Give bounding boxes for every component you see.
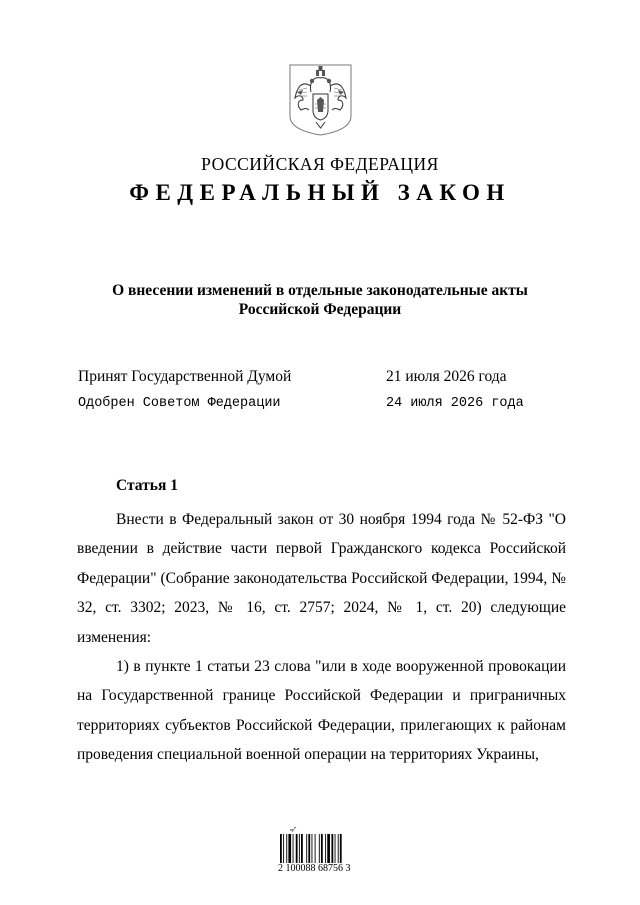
duma-adoption-label: Принят Государственной Думой bbox=[78, 368, 292, 385]
council-approval-date: 24 июля 2026 года bbox=[386, 396, 524, 411]
barcode-number: 2 100088 68756 3 bbox=[278, 863, 362, 874]
law-title bbox=[0, 281, 640, 319]
country-name: РОССИЙСКАЯ ФЕДЕРАЦИЯ bbox=[201, 154, 439, 174]
article-paragraph-2: 1) в пункте 1 статьи 23 слова "или в ходе вооруженной провокации на Государственной границе Российской Федерации и приграничных территориях субъектов Российской Федерации, прилегающих к районам проведения специальной военной операции на территориях Украины, bbox=[77, 658, 566, 764]
duma-adoption-date: 21 июля 2026 года bbox=[386, 368, 507, 385]
coat-of-arms-icon bbox=[289, 64, 352, 136]
council-approval-label: Одобрен Советом Федерации bbox=[78, 396, 281, 411]
article-paragraph-1: Внести в Федеральный закон от 30 ноября 1994 года № 52-ФЗ "О введении в действие части первой Гражданского кодекса Российской Федерации" (Собрание законодательства Российской Федерации, 1994, № 32, ст. 3302; 2023, № 16, ст. 2757; 2024, № 1, ст. 20) следующие изменения: bbox=[77, 511, 566, 646]
law-title-line-2: Российской Федерации bbox=[238, 301, 402, 318]
law-title-line-1: О внесении изменений в отдельные законодательные акты bbox=[112, 282, 528, 299]
article-title: Статья 1 bbox=[116, 477, 178, 494]
svg-text:≈⁄ˆ: ≈⁄ˆ bbox=[290, 828, 297, 834]
article-body bbox=[77, 505, 566, 770]
document-type: ФЕДЕРАЛЬНЫЙ ЗАКОН bbox=[129, 180, 511, 205]
